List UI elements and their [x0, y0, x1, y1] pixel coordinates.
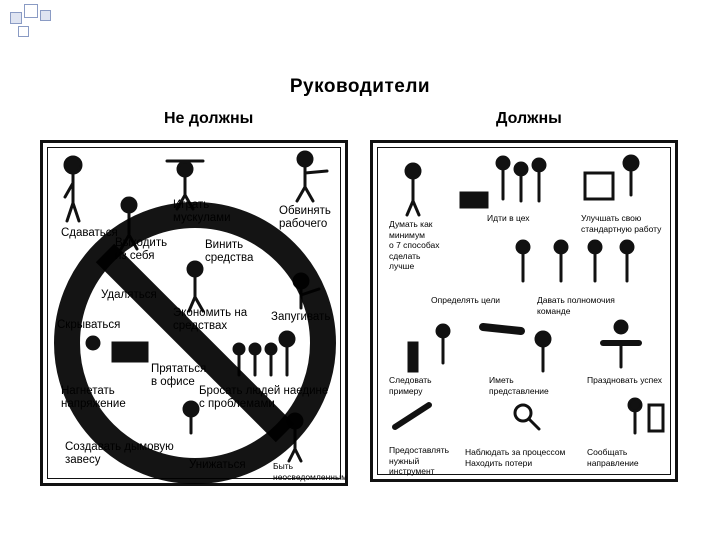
- label-hide: Скрываться: [57, 319, 121, 331]
- label-blame-tools: Винить средства: [205, 239, 254, 264]
- label-provide: Предоставлять нужный инструмент: [389, 445, 450, 476]
- label-give-up: Сдаваться: [61, 227, 118, 239]
- label-vision: Иметь представление: [489, 375, 549, 396]
- label-go-shop: Идти в цех: [487, 213, 530, 223]
- label-think: Думать как минимум о 7 способах сделать лучше: [389, 219, 440, 271]
- dont-panel: [40, 140, 348, 486]
- do-panel: [370, 140, 678, 482]
- label-remove: Удаляться: [101, 289, 157, 301]
- corner-decoration: [0, 0, 60, 45]
- label-scare: Запугивать: [271, 311, 331, 323]
- label-hide-office: Прятаться в офисе: [151, 363, 207, 388]
- label-smoke: Создавать дымовую завесу: [65, 441, 174, 466]
- label-throw: Бросать людей наедине с проблемами: [199, 385, 329, 410]
- label-tension: Нагнетать напряжение: [61, 385, 126, 410]
- label-be-unavailable: Быть неосведомленным: [273, 461, 347, 482]
- do-illustration: [373, 143, 681, 485]
- label-humiliate: Унижаться: [189, 459, 246, 471]
- label-blame-worker: Обвинять рабочего: [279, 205, 331, 230]
- page-title: Руководители: [289, 76, 431, 97]
- label-define: Определять цели: [431, 295, 501, 305]
- label-empower: Давать полномочия команде: [537, 295, 615, 316]
- label-follow: Следовать примеру: [389, 375, 432, 396]
- label-flex: Играть мускулами: [173, 199, 231, 224]
- label-improve: Улучшать свою стандартную работу: [581, 213, 662, 234]
- label-observe: Наблюдать за процессом Находить потери: [465, 447, 566, 468]
- label-go-out: Выходить из себя: [115, 237, 168, 262]
- label-direct: Сообщать направление: [587, 447, 639, 468]
- label-save: Экономить на средствах: [173, 307, 248, 332]
- left-column-heading: Не должны: [164, 110, 254, 127]
- label-celebrate: Праздновать успех: [587, 375, 663, 385]
- right-column-heading: Должны: [496, 110, 562, 127]
